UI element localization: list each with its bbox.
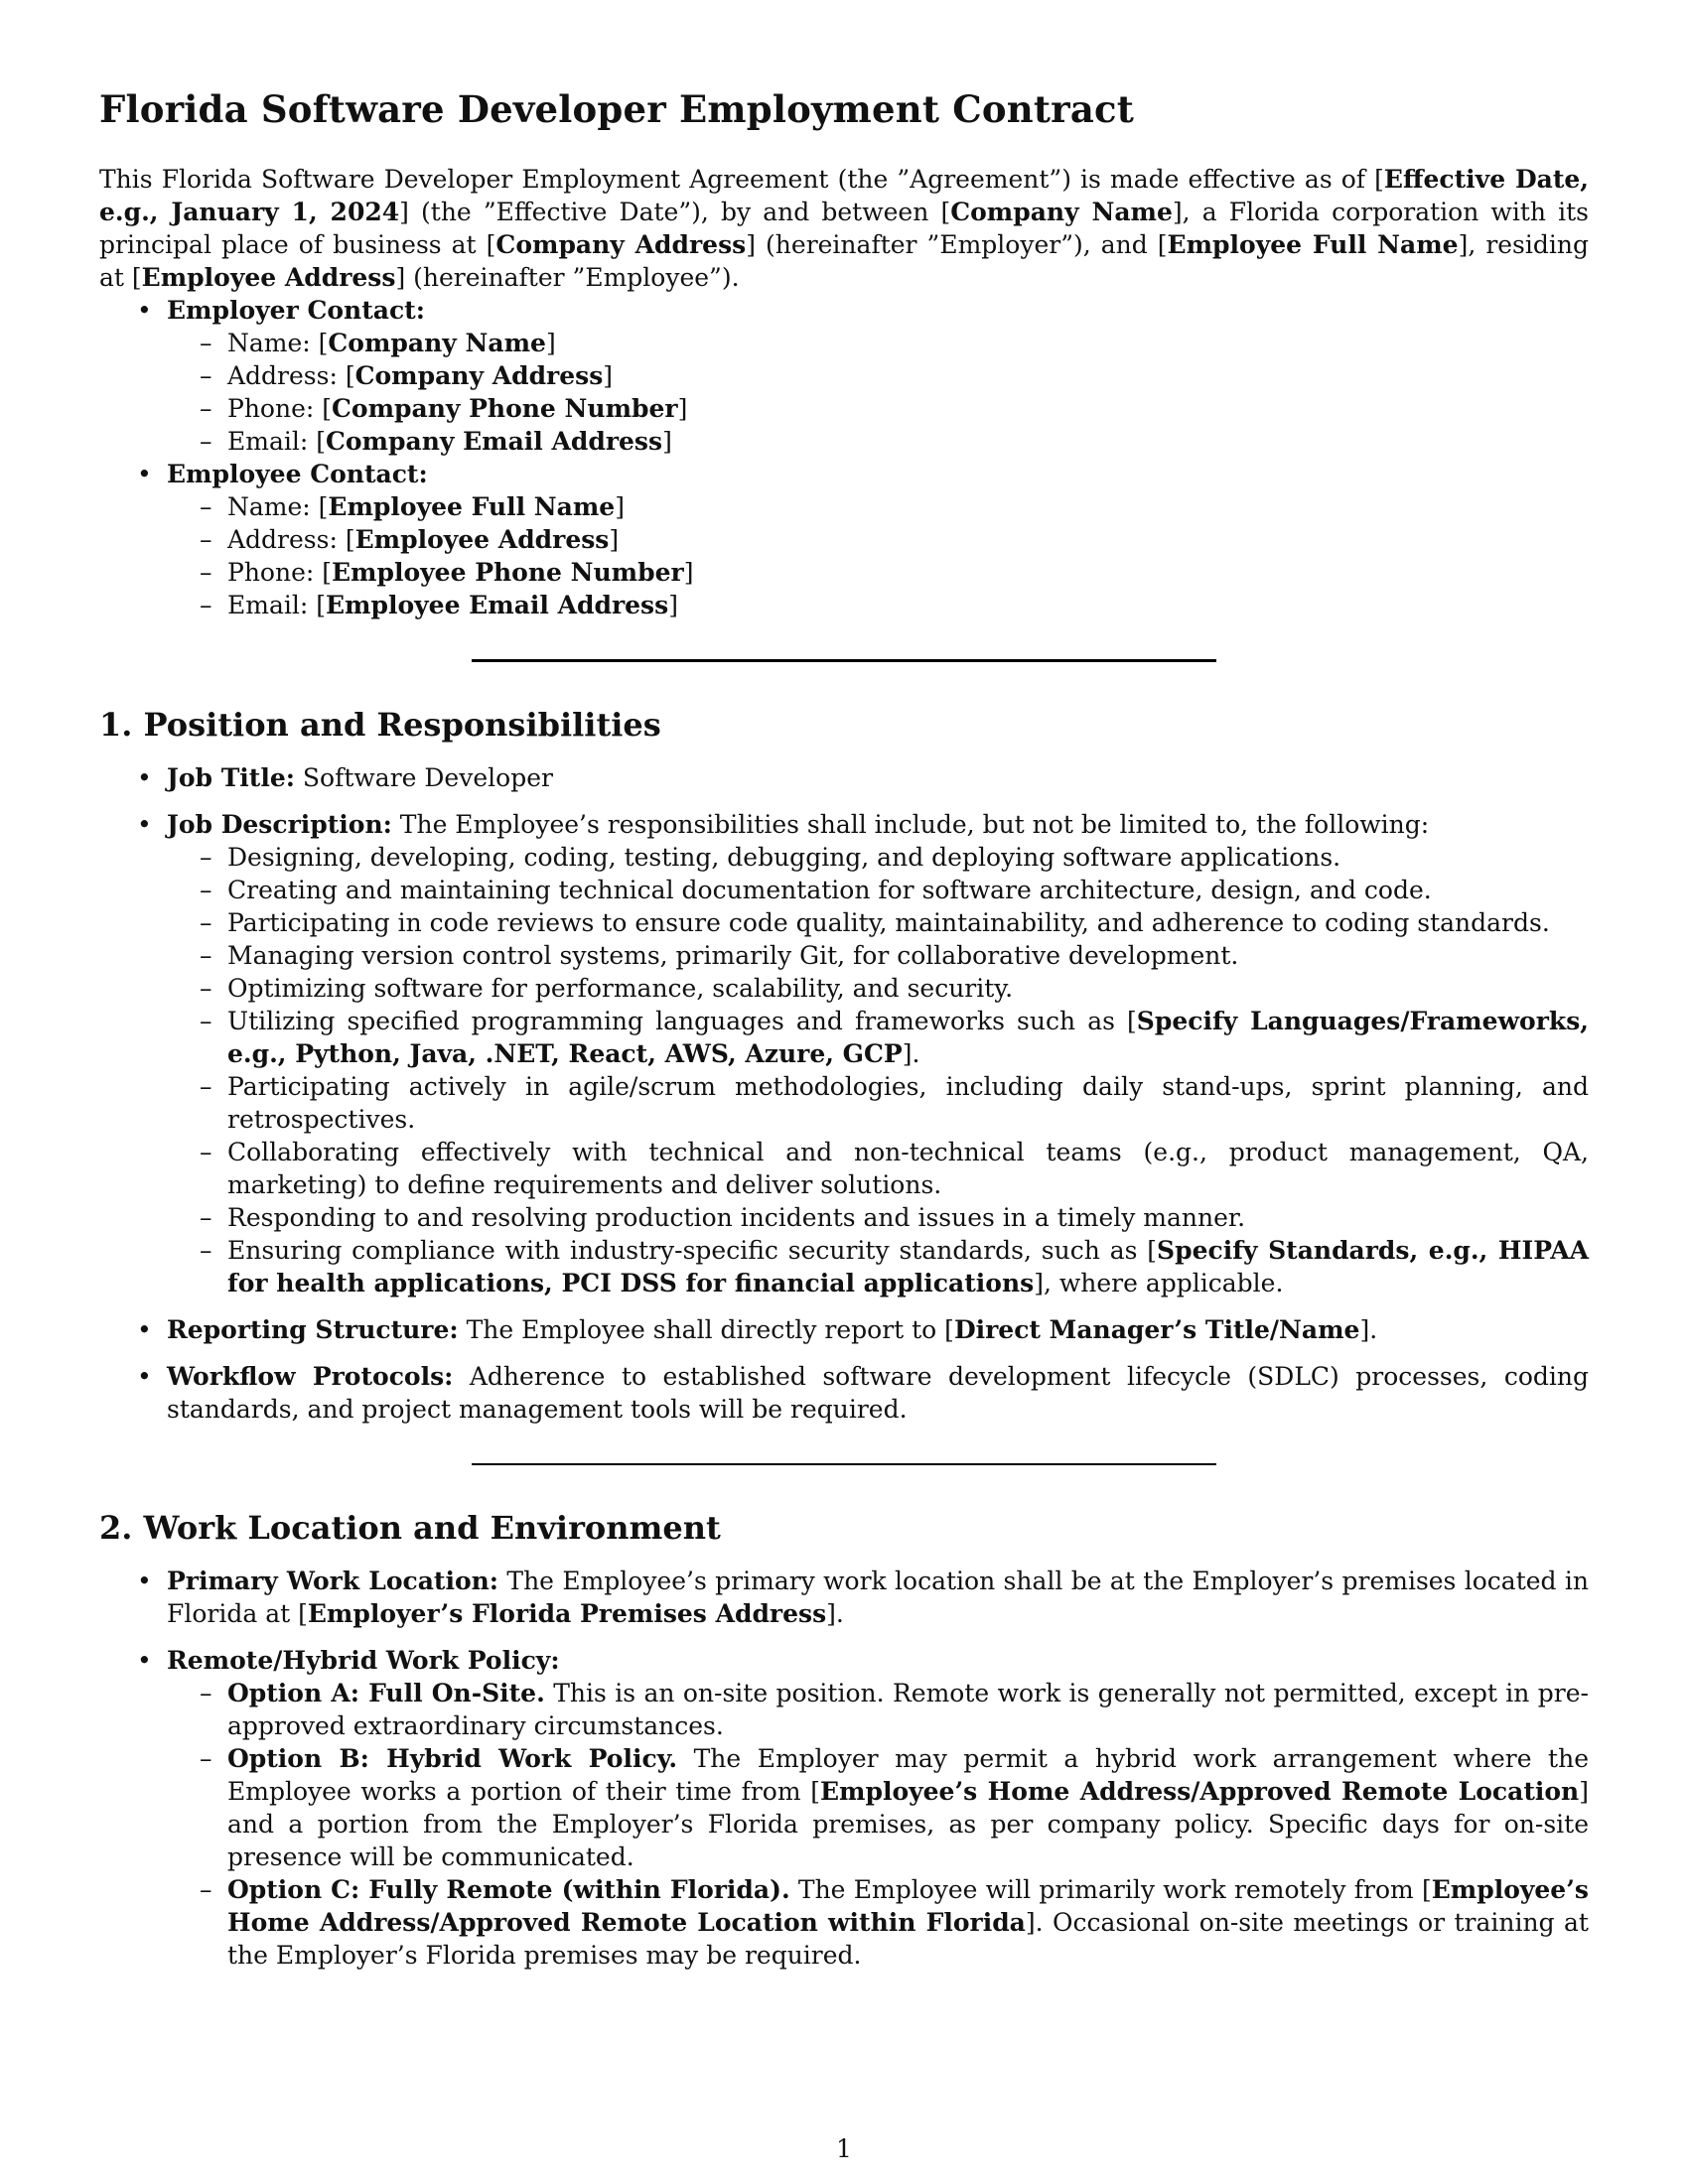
job-description-label: Job Description:	[167, 810, 392, 839]
section-divider	[472, 1463, 1216, 1465]
duty-item: – Optimizing software for performance, scalability, and security.	[167, 972, 1589, 1005]
contact-item	[167, 392, 1589, 425]
duty-item: – Participating actively in agile/scrum methodologies, including daily stand-ups, sprint planning, and retrospectives.	[167, 1070, 1589, 1136]
contact-value: Employee Address	[354, 525, 610, 554]
contact-label: Address: [	[227, 525, 355, 554]
company-name-placeholder: Company Name	[950, 198, 1173, 226]
contact-item	[167, 425, 1589, 458]
intro-text: ] (hereinafter ”Employer”), and [	[746, 230, 1168, 259]
contact-label: Address: [	[227, 361, 355, 390]
workflow-label: Workflow Protocols:	[167, 1362, 454, 1391]
employer-contact-heading: Employer Contact:	[167, 296, 425, 325]
remote-options-list	[167, 1677, 1589, 1972]
section-divider	[472, 659, 1216, 662]
bracket: ]	[683, 558, 694, 587]
bracket: ]	[545, 329, 556, 357]
duty-text: Ensuring compliance with industry-specific security standards, such as [	[227, 1236, 1158, 1265]
remote-location-placeholder: Employee’s Home Address/Approved Remote Location	[819, 1777, 1580, 1806]
employer-contact	[99, 294, 1589, 458]
effective-date-placeholder: Effective Date, e.g., January 1, 2024	[99, 165, 1589, 226]
employee-contact-list	[167, 490, 1589, 621]
premises-address-placeholder: Employer’s Florida Premises Address	[307, 1599, 827, 1628]
duty-item: – Participating in code reviews to ensure code quality, maintainability, and adherence to coding standards.	[167, 906, 1589, 939]
option-c-item	[167, 1873, 1589, 1972]
option-c-text: The Employee will primarily work remotely from [	[789, 1875, 1432, 1904]
reporting-structure-item	[99, 1313, 1589, 1346]
section-work-location	[99, 1509, 1589, 1972]
bracket: ]	[603, 361, 614, 390]
duty-item	[167, 1005, 1589, 1070]
contact-item	[167, 327, 1589, 359]
intro-text: ], a Florida corporation with its principal place of business at [	[99, 198, 1589, 259]
job-description-text: The Employee’s responsibilities shall include, but not be limited to, the following:	[391, 810, 1430, 839]
manager-placeholder: Direct Manager’s Title/Name	[953, 1315, 1360, 1344]
intro-paragraph	[99, 163, 1589, 294]
contact-label: Phone: [	[227, 558, 332, 587]
contact-label: Email: [	[227, 591, 326, 619]
workflow-text: Adherence to established software development lifecycle (SDLC) processes, coding standards, and project management tools will be required.	[167, 1362, 1589, 1424]
contact-item	[167, 523, 1589, 556]
job-title-label: Job Title:	[167, 763, 295, 792]
option-b-text: The Employer may permit a hybrid work arrangement where the Employee works a portion of their time from [	[227, 1744, 1589, 1806]
contact-label: Name: [	[227, 329, 329, 357]
primary-location-text: The Employee’s primary work location shall be at the Employer’s premises located in Florida at [	[167, 1567, 1589, 1628]
remote-location-placeholder: Employee’s Home Address/Approved Remote Location within Florida	[227, 1875, 1589, 1937]
option-c-text: ]. Occasional on-site meetings or training at the Employer’s Florida premises may be required.	[227, 1908, 1589, 1970]
bracket: ]	[668, 591, 678, 619]
duty-item: – Managing version control systems, primarily Git, for collaborative development.	[167, 939, 1589, 972]
primary-location-item	[99, 1565, 1589, 1630]
intro-text: ], residing at [	[99, 230, 1589, 292]
job-title-item	[99, 761, 1589, 794]
employee-contact-heading: Employee Contact:	[167, 460, 428, 488]
bracket: ]	[615, 492, 625, 521]
remote-policy-item	[99, 1644, 1589, 1972]
section-heading: 2. Work Location and Environment	[99, 1509, 721, 1547]
intro-text: ] (the ”Effective Date”), by and between [	[399, 198, 951, 226]
bracket: ].	[1359, 1315, 1378, 1344]
standards-placeholder: Specify Standards, e.g., HIPAA for health applications, PCI DSS for financial applications	[227, 1236, 1589, 1297]
remote-policy-label: Remote/Hybrid Work Policy:	[167, 1646, 560, 1675]
section-heading: 1. Position and Responsibilities	[99, 706, 661, 744]
contact-item	[167, 589, 1589, 621]
employer-contact-list	[167, 327, 1589, 458]
contact-value: Employee Full Name	[328, 492, 616, 521]
employee-address-placeholder: Employee Address	[141, 263, 396, 292]
duty-item: – Creating and maintaining technical documentation for software architecture, design, and code.	[167, 874, 1589, 906]
contact-item	[167, 359, 1589, 392]
contact-value: Employee Email Address	[325, 591, 669, 619]
contact-label: Name: [	[227, 492, 329, 521]
contacts-list	[99, 294, 1589, 621]
document-page	[99, 87, 1589, 1972]
contact-value: Company Name	[328, 329, 546, 357]
contact-label: Email: [	[227, 427, 326, 456]
duty-text: ].	[902, 1039, 920, 1068]
contact-value: Employee Phone Number	[332, 558, 684, 587]
bracket: ].	[826, 1599, 844, 1628]
reporting-text: The Employee shall directly report to [	[458, 1315, 954, 1344]
option-b-label: Option B: Hybrid Work Policy.	[227, 1744, 678, 1773]
bracket: ]	[609, 525, 620, 554]
contact-item	[167, 556, 1589, 589]
workflow-protocols-item	[99, 1360, 1589, 1426]
employee-name-placeholder: Employee Full Name	[1167, 230, 1459, 259]
duty-item	[167, 1234, 1589, 1299]
intro-text: ] (hereinafter ”Employee”).	[395, 263, 740, 292]
option-a-item	[167, 1677, 1589, 1742]
employee-contact	[99, 458, 1589, 621]
duty-item: – Designing, developing, coding, testing, debugging, and deploying software applications.	[167, 841, 1589, 874]
option-a-text: This is an on-site position. Remote work is generally not permitted, except in pre-approved extraordinary circumstances.	[227, 1679, 1589, 1740]
duty-item: – Collaborating effectively with technical and non-technical teams (e.g., product management, QA, marketing) to define requirements and deliver solutions.	[167, 1136, 1589, 1201]
bracket: ]	[677, 394, 688, 423]
bracket: ]	[662, 427, 672, 456]
contact-label: Phone: [	[227, 394, 332, 423]
document-title: Florida Software Developer Employment Contract	[99, 87, 1135, 131]
option-b-text: ] and a portion from the Employer’s Florida premises, as per company policy. Specific days for on-site presence will be communicated.	[227, 1777, 1589, 1871]
duties-list	[167, 841, 1589, 1299]
option-b-item	[167, 1742, 1589, 1873]
contact-item	[167, 490, 1589, 523]
duty-text: ], where applicable.	[1034, 1269, 1284, 1297]
section-position	[99, 706, 1589, 1426]
job-title-value: Software Developer	[294, 763, 553, 792]
section-2-list	[99, 1565, 1589, 1972]
contact-value: Company Address	[354, 361, 604, 390]
duty-item: – Responding to and resolving production incidents and issues in a timely manner.	[167, 1201, 1589, 1234]
job-description-item	[99, 808, 1589, 1299]
section-1-list	[99, 761, 1589, 1426]
contact-value: Company Email Address	[325, 427, 663, 456]
duty-text: Utilizing specified programming languages and frameworks such as [	[227, 1007, 1137, 1035]
contact-value: Company Phone Number	[332, 394, 678, 423]
languages-placeholder: Specify Languages/Frameworks, e.g., Python, Java, .NET, React, AWS, Azure, GCP	[227, 1007, 1589, 1068]
option-a-label: Option A: Full On-Site.	[227, 1679, 545, 1707]
company-address-placeholder: Company Address	[495, 230, 747, 259]
primary-location-label: Primary Work Location:	[167, 1567, 499, 1595]
option-c-label: Option C: Fully Remote (within Florida).	[227, 1875, 790, 1904]
page-number: 1	[836, 2134, 852, 2163]
intro-text: This Florida Software Developer Employment Agreement (the ”Agreement”) is made effective as of [	[99, 165, 1384, 194]
reporting-label: Reporting Structure:	[167, 1315, 459, 1344]
